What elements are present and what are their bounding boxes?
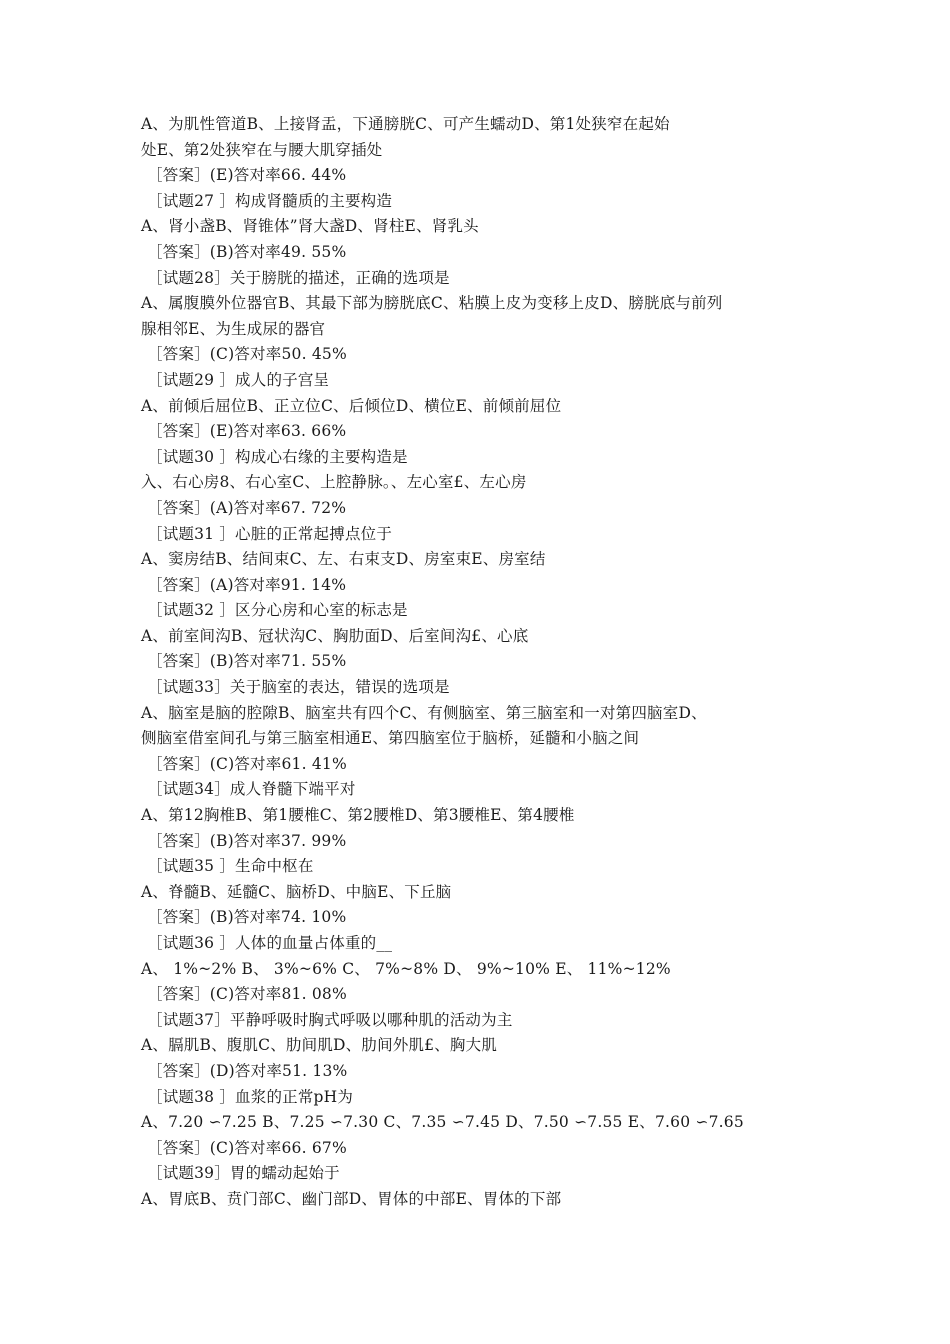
option-line: 入、右心房8、右心室C、上腔静脉。、左心室£、左心房 [141, 473, 527, 492]
question-line: ［试题38 ］血浆的正常pH为 [147, 1087, 354, 1106]
question-line: ［试题39］胃的蠕动起始于 [147, 1164, 340, 1183]
question-line: ［试题35 ］生命中枢在 [147, 857, 314, 876]
option-line: A、 1%~2% B、 3%~6% C、 7%~8% D、 9%~10% E、 11%~12% [141, 959, 671, 978]
answer-line: ［答案］(D)答对率51. 13% [147, 1061, 348, 1080]
option-line: 侧脑室借室间孔与第三脑室相通E、第四脑室位于脑桥，延髓和小脑之间 [141, 729, 640, 748]
answer-line: ［答案］(B)答对率49. 55% [147, 242, 347, 261]
option-line: A、脑室是脑的腔隙B、脑室共有四个C、有侧脑室、第三脑室和一对第四脑室D、 [141, 703, 707, 722]
option-line: 腺相邻E、为生成尿的器官 [141, 319, 326, 338]
answer-line: ［答案］(E)答对率66. 44% [147, 166, 347, 185]
question-line: ［试题37］平静呼吸时胸式呼吸以哪种肌的活动为主 [147, 1010, 513, 1029]
question-line: ［试题34］成人脊髓下端平对 [147, 780, 356, 799]
option-line: A、窦房结B、结间束C、左、右束支D、房室束E、房室结 [141, 550, 546, 569]
answer-line: ［答案］(B)答对率74. 10% [147, 908, 347, 927]
answer-line: ［答案］(E)答对率63. 66% [147, 422, 347, 441]
question-line: ［试题27 ］构成肾髓质的主要构造 [147, 191, 393, 210]
answer-line: ［答案］(C)答对率66. 67% [147, 1138, 347, 1157]
answer-line: ［答案］(C)答对率50. 45% [147, 345, 347, 364]
option-line: A、胃底B、贲门部C、幽门部D、胃体的中部E、胃体的下部 [141, 1189, 562, 1208]
option-line: A、前室间沟B、冠状沟C、胸肋面D、后室间沟£、心底 [141, 626, 529, 645]
answer-line: ［答案］(C)答对率81. 08% [147, 985, 347, 1004]
option-line: A、脊髓B、延髓C、脑桥D、中脑E、下丘脑 [141, 882, 452, 901]
answer-line: ［答案］(A)答对率67. 72% [147, 498, 347, 517]
answer-line: ［答案］(B)答对率71. 55% [147, 652, 347, 671]
option-line: 处E、第2处狭窄在与腰大肌穿插处 [141, 140, 383, 159]
answer-line: ［答案］(C)答对率61. 41% [147, 754, 347, 773]
question-line: ［试题31 ］心脏的正常起搏点位于 [147, 524, 393, 543]
option-line: A、第12胸椎B、第1腰椎C、第2腰椎D、第3腰椎E、第4腰椎 [141, 806, 575, 825]
option-line: A、属腹膜外位器官B、其最下部为膀胱底C、粘膜上皮为变移上皮D、膀胱底与前列 [141, 294, 723, 313]
option-line: A、膈肌B、腹肌C、肋间肌D、肋间外肌£、胸大肌 [141, 1036, 498, 1055]
answer-line: ［答案］(B)答对率37. 99% [147, 831, 347, 850]
question-line: ［试题36 ］人体的血量占体重的__ [147, 934, 393, 952]
question-line: ［试题28］关于膀胱的描述，正确的选项是 [147, 268, 450, 287]
document-body [141, 112, 831, 1213]
question-line: ［试题29 ］成人的子宫呈 [147, 370, 330, 389]
answer-line: ［答案］(A)答对率91. 14% [147, 575, 347, 594]
option-line: A、前倾后屈位B、正立位C、后倾位D、横位E、前倾前屈位 [141, 396, 562, 415]
question-line: ［试题33］关于脑室的表达，错误的选项是 [147, 678, 450, 697]
option-line: A、肾小盏B、肾锥体”肾大盏D、肾柱E、肾乳头 [141, 217, 479, 236]
question-line: ［试题30 ］构成心右缘的主要构造是 [147, 447, 408, 466]
option-line: A、为肌性管道B、上接肾盂，下通膀胱C、可产生蠕动D、第1处狭窄在起始 [141, 115, 670, 133]
question-line: ［试题32 ］区分心房和心室的标志是 [147, 601, 408, 620]
option-line: A、7.20 ∽7.25 B、7.25 ∽7.30 C、7.35 ∽7.45 D、7.50 ∽7.55 E、7.60 ∽7.65 [141, 1113, 744, 1132]
